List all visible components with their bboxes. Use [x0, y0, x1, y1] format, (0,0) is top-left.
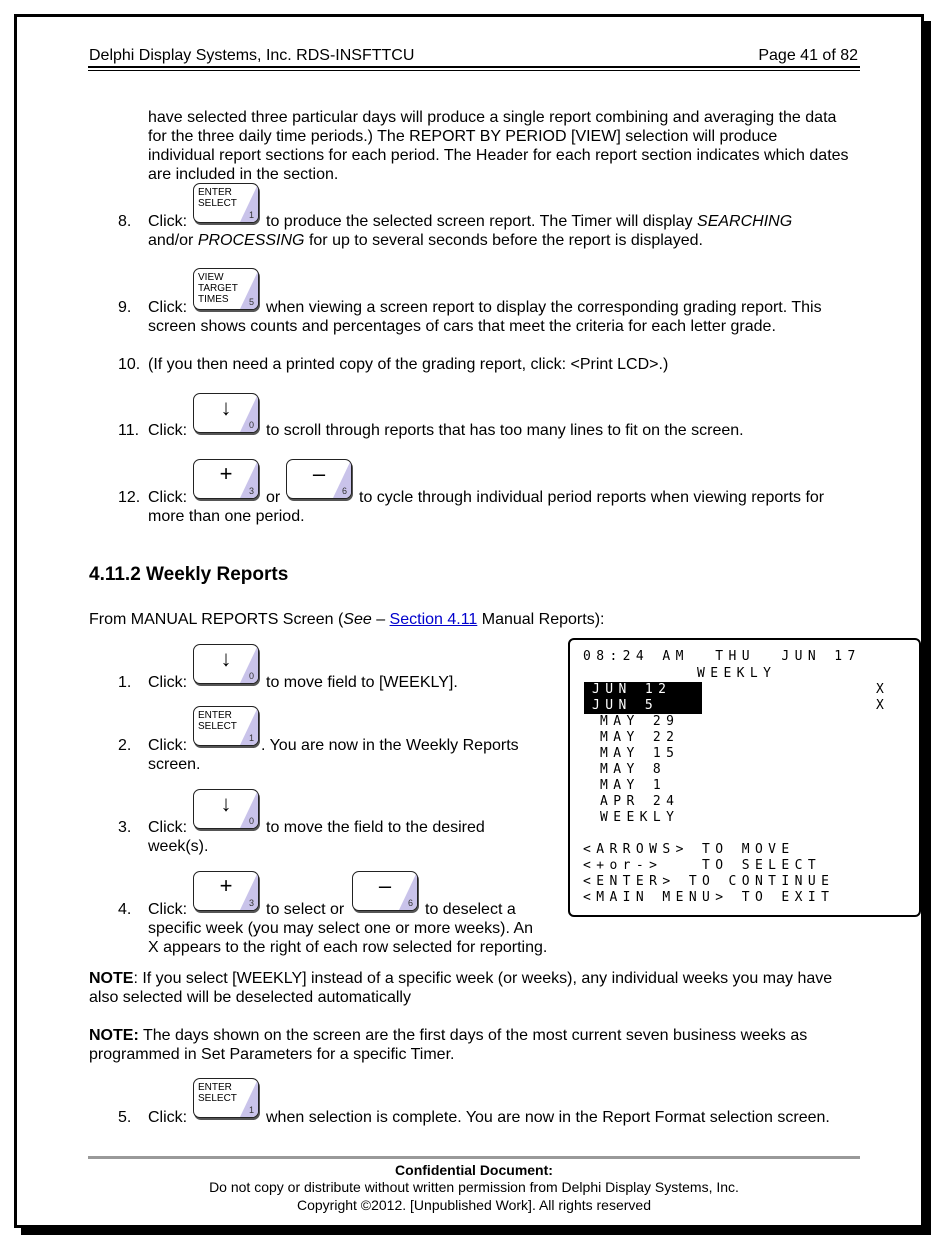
step-8-text: to produce the selected screen report. The Timer will display SEARCHING	[266, 213, 793, 230]
key-label: ENTER SELECT	[198, 1082, 237, 1104]
lcd-week-date: MAY 1	[600, 778, 667, 793]
weekly-step-1-number: 1.	[118, 674, 132, 691]
intro-line-1: have selected three particular days will produce a single report combining and averaging the data	[148, 109, 837, 126]
lcd-time-line: 08:24 AM THU JUN 17	[583, 649, 861, 664]
weekly-step-2-text-line-2: screen.	[148, 756, 201, 773]
step-8-click: Click:	[148, 213, 188, 230]
down-arrow-icon: ↓	[220, 646, 232, 671]
step-10-text: (If you then need a printed copy of the grading report, click: <Print LCD>.)	[148, 356, 669, 373]
minus-icon: –	[312, 461, 326, 486]
key-number: 5	[248, 297, 254, 307]
plus-icon: +	[219, 873, 233, 898]
lcd-mode-line: WEEKLY	[697, 666, 777, 681]
header-rule-thin	[88, 70, 860, 71]
step-8-number: 8.	[118, 213, 132, 230]
minus-key[interactable]	[352, 871, 418, 911]
lcd-week-row[interactable]	[592, 682, 702, 698]
footer-line-1: Do not copy or distribute without written permission from Delphi Display Systems, Inc.	[209, 1179, 739, 1195]
lcd-week-date: JUN 5	[584, 698, 702, 714]
minus-key[interactable]	[286, 459, 352, 499]
weekly-step-4-text-line-2: specific week (you may select one or more weeks). An	[148, 920, 534, 937]
step-11-number: 11.	[118, 422, 140, 439]
lcd-week-date: MAY 29	[600, 714, 680, 729]
lcd-week-date: WEEKLY	[600, 810, 680, 825]
step-12-or: or	[266, 489, 281, 506]
step-12-click: Click:	[148, 489, 188, 506]
lcd-week-row[interactable]	[592, 714, 679, 730]
down-arrow-icon: ↓	[220, 791, 232, 816]
key-number: 0	[248, 420, 254, 430]
lcd-week-date: MAY 15	[600, 746, 680, 761]
key-label: VIEW TARGET TIMES	[198, 272, 238, 305]
minus-icon: –	[378, 873, 392, 898]
key-number: 3	[248, 898, 254, 908]
plus-key[interactable]	[193, 459, 259, 499]
plus-icon: +	[219, 461, 233, 486]
step-9-text: when viewing a screen report to display the corresponding grading report. This	[266, 299, 822, 316]
weekly-step-3-number: 3.	[118, 819, 132, 836]
down-arrow-key[interactable]	[193, 644, 259, 684]
weekly-step-3-text-line-2: week(s).	[148, 838, 209, 855]
step-11-click: Click:	[148, 422, 188, 439]
note-2: NOTE: The days shown on the screen are the first days of the most current seven business weeks as	[89, 1027, 808, 1044]
lcd-week-date: APR 24	[600, 794, 680, 809]
step-9-click: Click:	[148, 299, 188, 316]
lcd-week-row[interactable]	[592, 794, 679, 810]
key-number: 0	[248, 671, 254, 681]
lcd-week-row[interactable]	[592, 730, 679, 746]
enter-select-key[interactable]	[193, 1078, 259, 1118]
step-8-text-line-2: and/or PROCESSING for up to several seconds before the report is displayed.	[148, 232, 703, 249]
weekly-step-2-click: Click:	[148, 737, 188, 754]
lcd-help-line: <ARROWS> TO MOVE	[583, 842, 795, 857]
weekly-step-5-text: when selection is complete. You are now in the Report Format selection screen.	[266, 1109, 830, 1126]
intro-line-3: individual report sections for each period. The Header for each report section indicates which dates	[148, 147, 849, 164]
lcd-week-date: JUN 12	[584, 682, 702, 698]
lcd-help-line: <MAIN MENU> TO EXIT	[583, 890, 835, 905]
weekly-step-1-text: to move field to [WEEKLY].	[266, 674, 458, 691]
header-rule	[88, 66, 860, 68]
lcd-week-row[interactable]	[592, 762, 666, 778]
down-arrow-icon: ↓	[220, 395, 232, 420]
plus-key[interactable]	[193, 871, 259, 911]
key-number: 6	[341, 486, 347, 496]
lcd-week-date: MAY 8	[600, 762, 667, 777]
step-10-number: 10.	[118, 356, 141, 373]
step-11-text: to scroll through reports that has too many lines to fit on the screen.	[266, 422, 744, 439]
note-2-line-2: programmed in Set Parameters for a specific Timer.	[89, 1046, 455, 1063]
lcd-week-row[interactable]	[592, 746, 679, 762]
weekly-step-4-text-line-3: X appears to the right of each row selected for reporting.	[148, 939, 548, 956]
key-number: 0	[248, 816, 254, 826]
note-1-line-2: also selected will be deselected automatically	[89, 989, 411, 1006]
key-number: 3	[248, 486, 254, 496]
lcd-selected-mark: X	[876, 698, 890, 713]
lcd-week-row[interactable]	[592, 778, 666, 794]
footer-rule	[88, 1156, 860, 1159]
key-label: ENTER SELECT	[198, 710, 237, 732]
lcd-help-line: <ENTER> TO CONTINUE	[583, 874, 835, 889]
lcd-week-row[interactable]	[592, 810, 679, 826]
key-label: ENTER SELECT	[198, 187, 237, 209]
lcd-help-line: <+or-> TO SELECT	[583, 858, 822, 873]
weekly-step-5-number: 5.	[118, 1109, 132, 1126]
down-arrow-key[interactable]	[193, 789, 259, 829]
weekly-step-4-click: Click:	[148, 901, 188, 918]
lcd-selected-mark: X	[876, 682, 890, 697]
key-number: 1	[248, 733, 254, 743]
footer-line-2: Copyright ©2012. [Unpublished Work]. All rights reserved	[296, 1197, 651, 1213]
step-9-number: 9.	[118, 299, 132, 316]
weekly-step-2-number: 2.	[118, 737, 132, 754]
header-left: Delphi Display Systems, Inc. RDS-INSFTTCU	[89, 47, 415, 64]
weekly-step-5-click: Click:	[148, 1109, 188, 1126]
lcd-screen	[568, 638, 921, 917]
view-target-times-key[interactable]	[193, 268, 259, 310]
weekly-step-3-text: to move the field to the desired	[266, 819, 485, 836]
enter-select-key[interactable]	[193, 706, 259, 746]
weekly-step-4-text: to deselect a	[425, 901, 516, 918]
footer-title: Confidential Document:	[395, 1162, 553, 1178]
weekly-step-1-click: Click:	[148, 674, 188, 691]
header-page-number: Page 41 of 82	[758, 47, 858, 64]
down-arrow-key[interactable]	[193, 393, 259, 433]
step-12-text: to cycle through individual period reports when viewing reports for	[359, 489, 825, 506]
key-number: 1	[248, 210, 254, 220]
weekly-step-3-click: Click:	[148, 819, 188, 836]
step-12-number: 12.	[118, 489, 141, 506]
weekly-step-2-text: . You are now in the Weekly Reports	[261, 737, 519, 754]
intro-line-2: for the three daily time periods.) The REPORT BY PERIOD [VIEW] selection will produce	[148, 128, 778, 145]
lcd-week-row[interactable]	[592, 698, 702, 714]
enter-select-key[interactable]	[193, 183, 259, 223]
weekly-step-4-mid: to select or	[266, 901, 345, 918]
intro-line-4: are included in the section.	[148, 166, 339, 183]
weekly-step-4-number: 4.	[118, 901, 132, 918]
section-4-11-link[interactable]: Section 4.11	[389, 611, 478, 628]
key-number: 6	[407, 898, 413, 908]
key-number: 1	[248, 1105, 254, 1115]
step-9-text-line-2: screen shows counts and percentages of cars that meet the criteria for each letter grade.	[148, 318, 776, 335]
note-1: NOTE: If you select [WEEKLY] instead of a specific week (or weeks), any individual weeks you may have	[89, 970, 833, 987]
step-12-text-line-2: more than one period.	[148, 508, 305, 525]
section-heading: 4.11.2 Weekly Reports	[89, 564, 289, 585]
lcd-week-date: MAY 22	[600, 730, 680, 745]
section-intro: From MANUAL REPORTS Screen (See – Section 4.11 Manual Reports):	[89, 611, 605, 628]
